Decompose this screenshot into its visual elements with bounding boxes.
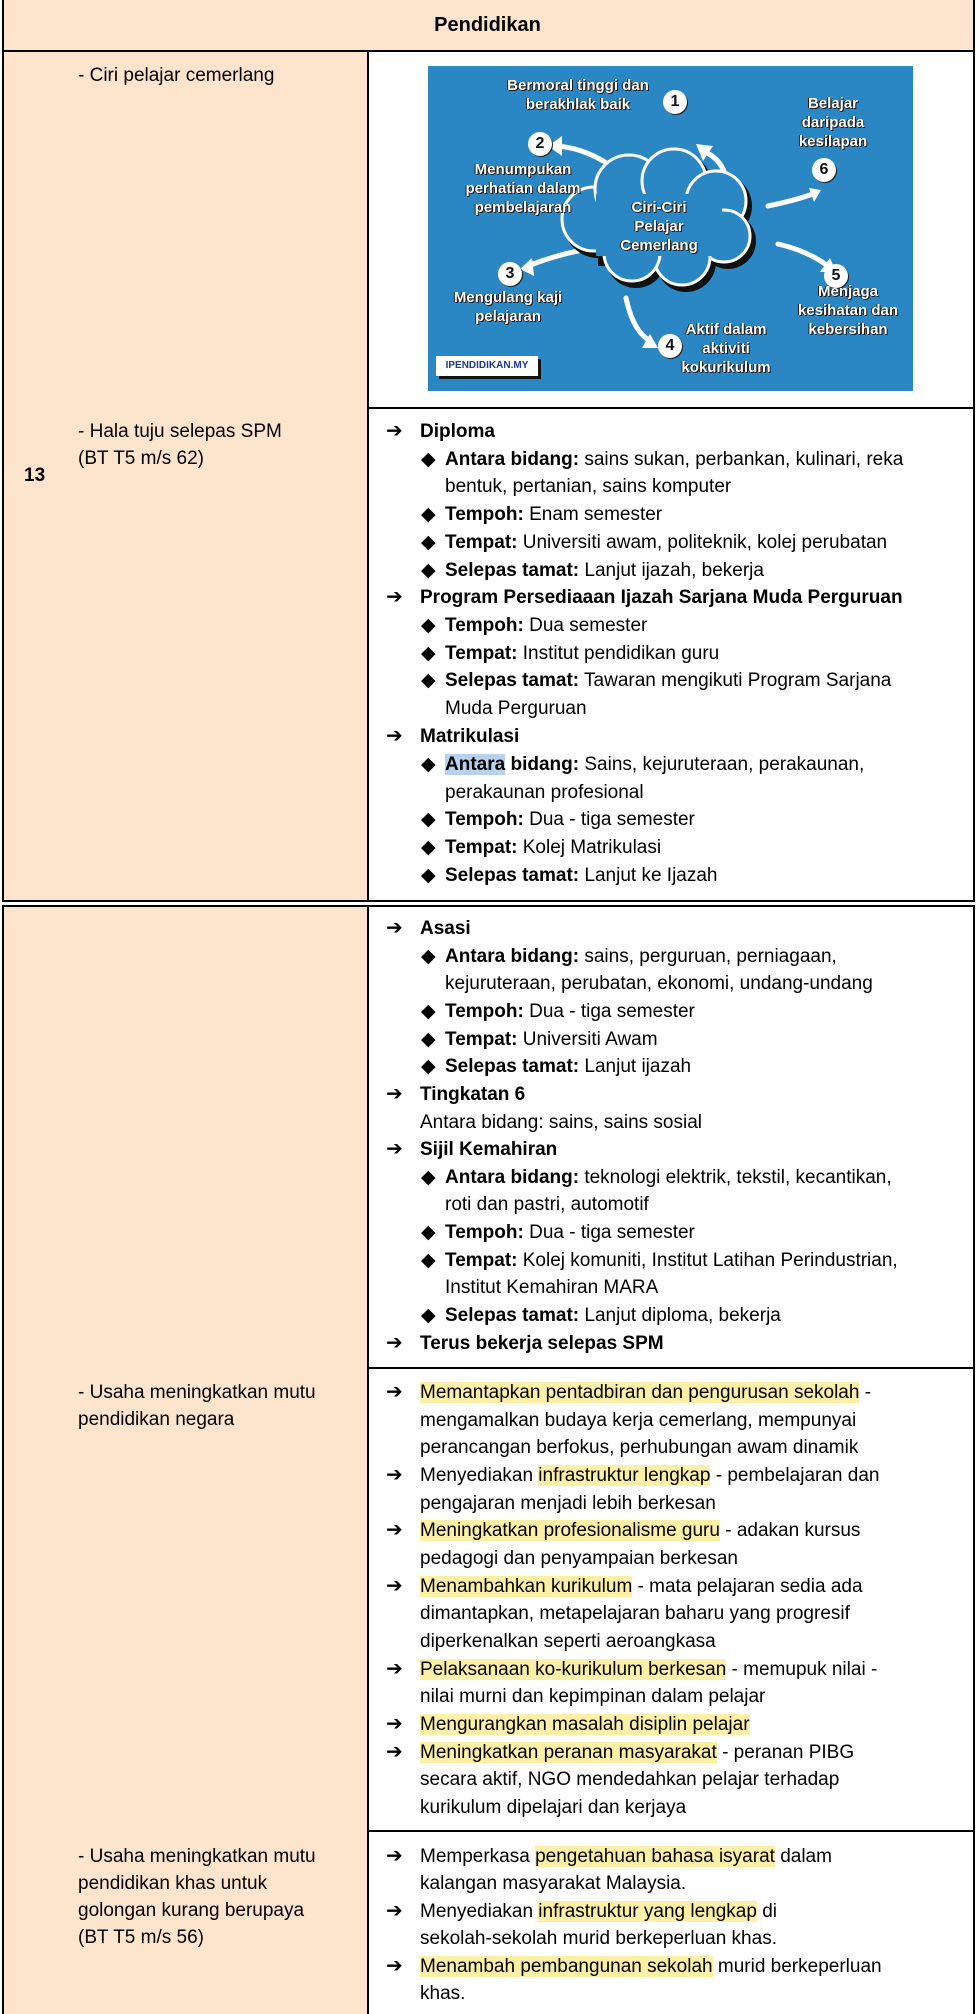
item-number-6: 6 [812,158,836,182]
option-detail: Selepas tamat: Lanjut ijazah [445,1056,692,1077]
topic-cell-hala [68,407,369,902]
list-item-cont: pengajaran menjadi lebih berkesan [420,1493,716,1514]
diamond-icon: ◆ [421,1056,436,1077]
arrow-icon: ➔ [386,1381,403,1403]
option-detail: Antara bidang: sains sukan, perbankan, kulinari, reka [445,449,904,470]
topic-khas-line: (BT T5 m/s 56) [78,1927,204,1948]
number-column-continued [2,905,70,2014]
option-detail-cont: Muda Perguruan [445,698,587,719]
item-label-3: pelajaran [475,308,541,325]
list-item-cont: diperkenalkan seperti aeroangkasa [420,1631,716,1652]
option-detail: Tempat: Kolej komuniti, Institut Latihan Perindustrian, [445,1250,898,1271]
arrow-icon: ➔ [386,1519,403,1541]
item-label-1: Bermoral tinggi dan [507,77,649,94]
option-detail-cont: Institut Kemahiran MARA [445,1277,659,1298]
item-label-4: Aktif dalam [685,321,767,338]
row-number: 13 [24,465,46,486]
list-item: Memperkasa pengetahuan bahasa isyarat dalam [420,1846,832,1867]
list-item: Menambahkan kurikulum - mata pelajaran sedia ada [420,1576,863,1597]
list-item: Mengurangkan masalah disiplin pelajar [420,1714,750,1735]
list-item: Memantapkan pentadbiran dan pengurusan sekolah - [420,1382,872,1403]
option-title: Tingkatan 6 [420,1084,526,1105]
option-detail: Antara bidang: sains, sains sosial [420,1112,702,1133]
item-number-2: 2 [528,132,552,156]
arrow-icon: ➔ [386,725,403,747]
arrow-icon: ➔ [386,1138,403,1160]
arrow-icon: ➔ [386,1658,403,1680]
item-label-6: kesilapan [798,133,868,150]
option-detail: Selepas tamat: Lanjut diploma, bekerja [445,1305,781,1326]
option-detail: Antara bidang: Sains, kejuruteraan, perakaunan, [445,754,865,775]
option-detail-cont: kejuruteraan, perubatan, ekonomi, undang-undang [445,973,873,994]
diamond-icon: ◆ [421,1029,436,1050]
cloud-center-line: Cemerlang [620,237,698,254]
topic-hala-line: (BT T5 m/s 62) [78,448,204,469]
option-detail-cont: bentuk, pertanian, sains komputer [445,476,732,497]
topic-usaha-line: - Usaha meningkatkan mutu [78,1382,316,1403]
list-item-cont: kurikulum dipelajari dan kerjaya [420,1797,687,1818]
list-item: Menyediakan infrastruktur yang lengkap di [420,1901,777,1922]
arrow-icon: ➔ [386,1845,403,1867]
arrow-icon: ➔ [386,1741,403,1763]
option-detail: Antara bidang: teknologi elektrik, tekstil, kecantikan, [445,1167,892,1188]
option-detail: Tempoh: Dua - tiga semester [445,809,695,830]
diamond-icon: ◆ [421,1250,436,1271]
item-label-4: kokurikulum [681,359,771,376]
item-label-2: pembelajaran [474,199,572,216]
cloud-center-line: Ciri-Ciri [631,199,687,216]
list-item: Pelaksanaan ko-kurikulum berkesan - memupuk nilai - [420,1659,878,1680]
option-detail: Antara bidang: sains, perguruan, perniagaan, [445,946,837,967]
item-number-4: 4 [658,334,682,358]
arrow-icon: ➔ [386,1083,403,1105]
topic-ciri: - Ciri pelajar cemerlang [78,65,275,86]
list-item: Meningkatkan peranan masyarakat - peranan PIBG [420,1742,855,1763]
diamond-icon: ◆ [421,643,436,664]
diamond-icon: ◆ [421,449,436,470]
topic-khas-line: golongan kurang berupaya [78,1900,305,1921]
option-detail: Selepas tamat: Tawaran mengikuti Program Sarjana [445,670,892,691]
option-detail: Selepas tamat: Lanjut ke Ijazah [445,865,718,886]
item-label-6: Belajar [807,95,859,112]
option-title: Diploma [420,421,495,442]
diamond-icon: ◆ [421,946,436,967]
option-title: Terus bekerja selepas SPM [420,1333,664,1354]
list-item-cont: pedagogi dan penyampaian berkesan [420,1548,738,1569]
page-title: Pendidikan [434,14,541,36]
infographic-brand-logo: IPENDIDIKAN.MY [436,356,538,376]
option-detail: Tempat: Universiti Awam [445,1029,658,1050]
option-title: Asasi [420,918,471,939]
selected-text[interactable]: Antara [445,754,506,775]
topic-hala-line: - Hala tuju selepas SPM [78,421,282,442]
option-detail: Tempoh: Enam semester [445,504,663,525]
item-number-3: 3 [498,262,522,286]
arrow-icon: ➔ [386,1575,403,1597]
list-item-cont: khas. [420,1983,466,2004]
arrow-icon: ➔ [386,1332,403,1354]
list-item: Menambah pembangunan sekolah murid berkeperluan [420,1956,882,1977]
arrow-icon: ➔ [386,420,403,442]
arrow-icon: ➔ [386,1713,403,1735]
item-label-5: Menjaga [817,283,878,300]
diamond-icon: ◆ [421,1305,436,1326]
list-item: Menyediakan infrastruktur lengkap - pembelajaran dan [420,1465,880,1486]
list-item-cont: sekolah-sekolah murid berkeperluan khas. [420,1928,777,1949]
list-item-cont: dimantapkan, metapelajaran baharu yang progresif [420,1603,850,1624]
option-detail-cont: perakaunan profesional [445,782,644,803]
list-item-cont: kalangan masyarakat Malaysia. [420,1873,687,1894]
option-title: Matrikulasi [420,726,520,747]
infographic-ciri-pelajar-cemerlang [428,66,913,391]
topic-cell-ciri [68,52,369,409]
item-label-5: kesihatan dan [797,302,899,319]
diamond-icon: ◆ [421,865,436,886]
arrow-icon: ➔ [386,1900,403,1922]
topic-khas-line: pendidikan khas untuk [78,1873,268,1894]
diamond-icon: ◆ [421,837,436,858]
diamond-icon: ◆ [421,560,436,581]
item-label-6: daripada [801,114,865,131]
item-label-1: berakhlak baik [525,96,631,113]
diamond-icon: ◆ [421,1222,436,1243]
diamond-icon: ◆ [421,1001,436,1022]
diamond-icon: ◆ [421,504,436,525]
list-item-cont: secara aktif, NGO mendedahkan pelajar terhadap [420,1769,840,1790]
option-detail: Tempat: Universiti awam, politeknik, kolej perubatan [445,532,888,553]
cloud-center-line: Pelajar [634,218,684,235]
option-detail: Tempoh: Dua - tiga semester [445,1001,695,1022]
list-item: Meningkatkan profesionalisme guru - adakan kursus [420,1520,861,1541]
item-number-1: 1 [663,90,687,114]
item-label-4: aktiviti [702,340,750,357]
diamond-icon: ◆ [421,754,436,775]
diamond-icon: ◆ [421,615,436,636]
list-item-cont: mengamalkan budaya kerja cemerlang, mempunyai [420,1410,857,1431]
list-item-cont: perancangan berfokus, perhubungan awam dinamik [420,1437,859,1458]
arrow-icon: ➔ [386,1955,403,1977]
diamond-icon: ◆ [421,670,436,691]
diamond-icon: ◆ [421,532,436,553]
option-detail-cont: roti dan pastri, automotif [445,1194,649,1215]
option-detail: Tempoh: Dua semester [445,615,648,636]
option-detail: Tempat: Institut pendidikan guru [445,643,720,664]
diamond-icon: ◆ [421,809,436,830]
arrow-icon: ➔ [386,586,403,608]
option-title: Sijil Kemahiran [420,1139,558,1160]
item-label-3: Mengulang kaji [453,289,563,306]
list-item-cont: nilai murni dan kepimpinan dalam pelajar [420,1686,766,1707]
arrow-icon: ➔ [386,917,403,939]
topic-cell-hala-cont [68,905,369,1369]
topic-cell-usaha [68,1367,369,1832]
topic-usaha-line: pendidikan negara [78,1409,235,1430]
item-label-2: Menumpukan [474,161,572,178]
topic-khas-line: - Usaha meningkatkan mutu [78,1846,316,1867]
item-number-5: 5 [824,264,848,288]
option-detail: Tempoh: Dua - tiga semester [445,1222,695,1243]
option-detail: Tempat: Kolej Matrikulasi [445,837,662,858]
option-title: Program Persediaaan Ijazah Sarjana Muda Perguruan [420,587,903,608]
diamond-icon: ◆ [421,1167,436,1188]
item-label-2: perhatian dalam [465,180,581,197]
arrow-icon: ➔ [386,1464,403,1486]
option-detail: Selepas tamat: Lanjut ijazah, bekerja [445,560,764,581]
item-label-5: kebersihan [808,321,888,338]
